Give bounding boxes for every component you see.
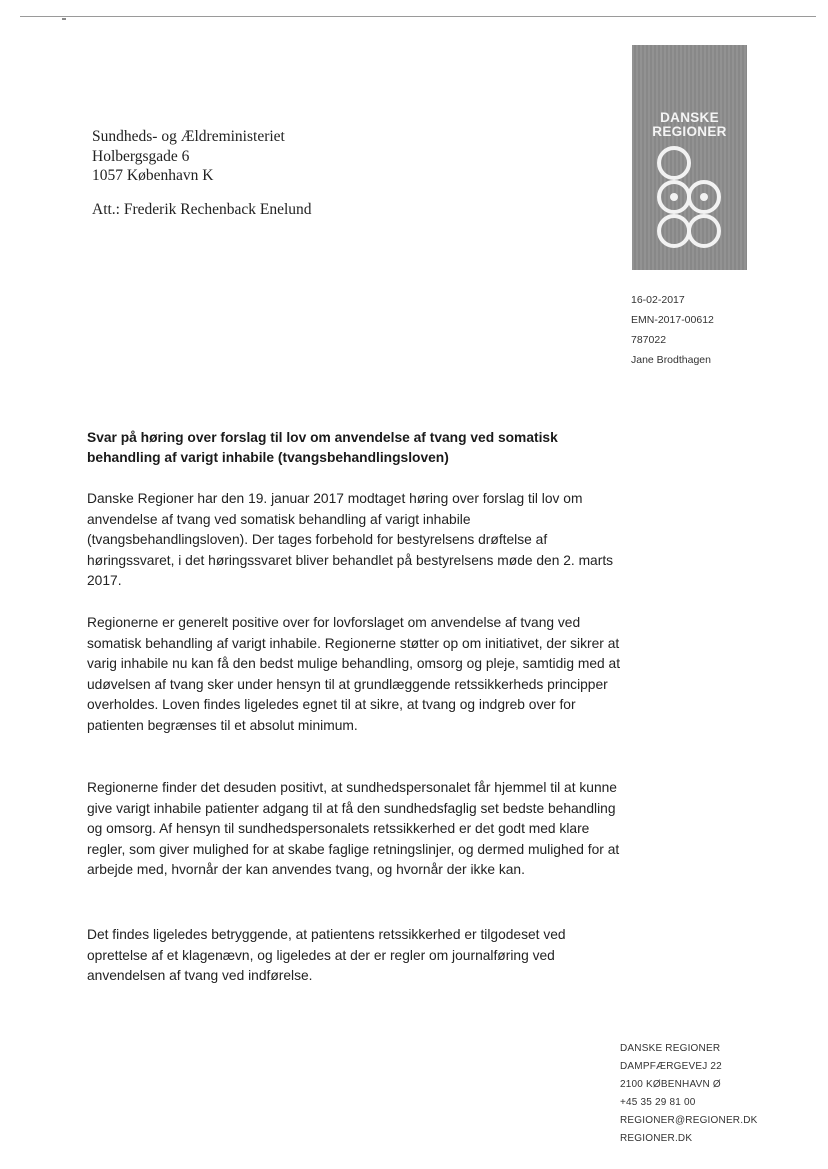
paragraph-4: Det findes ligeledes betryggende, at patientens retssikkerhed er tilgodeset ved oprettelse af et klagenævn, og ligeledes at der er regler om journalføring ved anvendelsen af tvang ved indførelse. xyxy=(87,927,566,983)
paragraph-2: Regionerne er generelt positive over for lovforslaget om anvendelse af tvang ved somatisk behandling af varigt inhabile. Regionerne støtter op om initiativet, der sikrer at varig inhabile nu kan få den bedst mulige behandling, omsorg og pleje, samtidig med at udøvelsen af tvang sker under hensyn til at grundlæggende retssikkerheds principper overholdes. Loven findes ligeledes egnet til at sikre, at tvang og indgreb over for patienten begrænses til et absolut minimum. xyxy=(87,615,621,733)
meta-date: 16-02-2017 xyxy=(631,294,685,306)
footer-contact xyxy=(620,1040,758,1148)
footer-web: REGIONER.DK xyxy=(620,1133,693,1144)
recipient-street: Holbergsgade 6 xyxy=(92,147,190,165)
paragraph-3: Regionerne finder det desuden positivt, at sundhedspersonalet får hjemmel til at kunne give varigt inhabile patienter adgang til at få den sundhedsfaglig set bedste behandling og omsorg. Af hensyn til sundhedspersonalets retssikkerhed er det godt med klare regler, som giver mulighed for at skabe faglige retningslinjer, og dermed mulighed for at arbejde med, hvornår der kan anvendes tvang, og hvornår der ikke kan. xyxy=(87,780,620,877)
recipient-city: 1057 København K xyxy=(92,167,214,184)
footer-street: DAMPFÆRGEVEJ 22 xyxy=(620,1061,722,1072)
logo-text-line2: REGIONER xyxy=(652,124,727,139)
top-scan-rule xyxy=(20,16,816,17)
document-meta xyxy=(631,290,714,370)
logo-circles-icon xyxy=(632,45,747,270)
recipient-address xyxy=(92,127,285,186)
footer-city: 2100 KØBENHAVN Ø xyxy=(620,1079,721,1090)
recipient-name: Sundheds- og Ældreministeriet xyxy=(92,128,285,145)
meta-document-number: 787022 xyxy=(631,334,667,346)
meta-contact-person: Jane Brodthagen xyxy=(631,354,711,366)
danske-regioner-logo xyxy=(632,45,747,270)
scan-speck xyxy=(62,18,66,20)
recipient-attention: Att.: Frederik Rechenback Enelund xyxy=(92,201,312,218)
footer-org: DANSKE REGIONER xyxy=(620,1043,721,1054)
logo-text-line1: DANSKE xyxy=(660,110,719,125)
paragraph-1: Danske Regioner har den 19. januar 2017 modtaget høring over forslag til lov om anvendelse af tvang ved somatisk behandling af varigt inhabile (tvangsbehandlingsloven). Der tages forbehold for bestyrelsens drøftelse af høringssvaret, i det høringssvaret bliver behandlet på bestyrelsens møde den 2. marts 2017. xyxy=(87,491,614,588)
meta-case-number: EMN-2017-00612 xyxy=(631,314,714,326)
letter-subject: Svar på høring over forslag til lov om anvendelse af tvang ved somatisk behandling af varigt inhabile (tvangsbehandlingsloven) xyxy=(87,430,558,465)
footer-phone: +45 35 29 81 00 xyxy=(620,1097,696,1108)
footer-email: REGIONER@REGIONER.DK xyxy=(620,1115,758,1126)
